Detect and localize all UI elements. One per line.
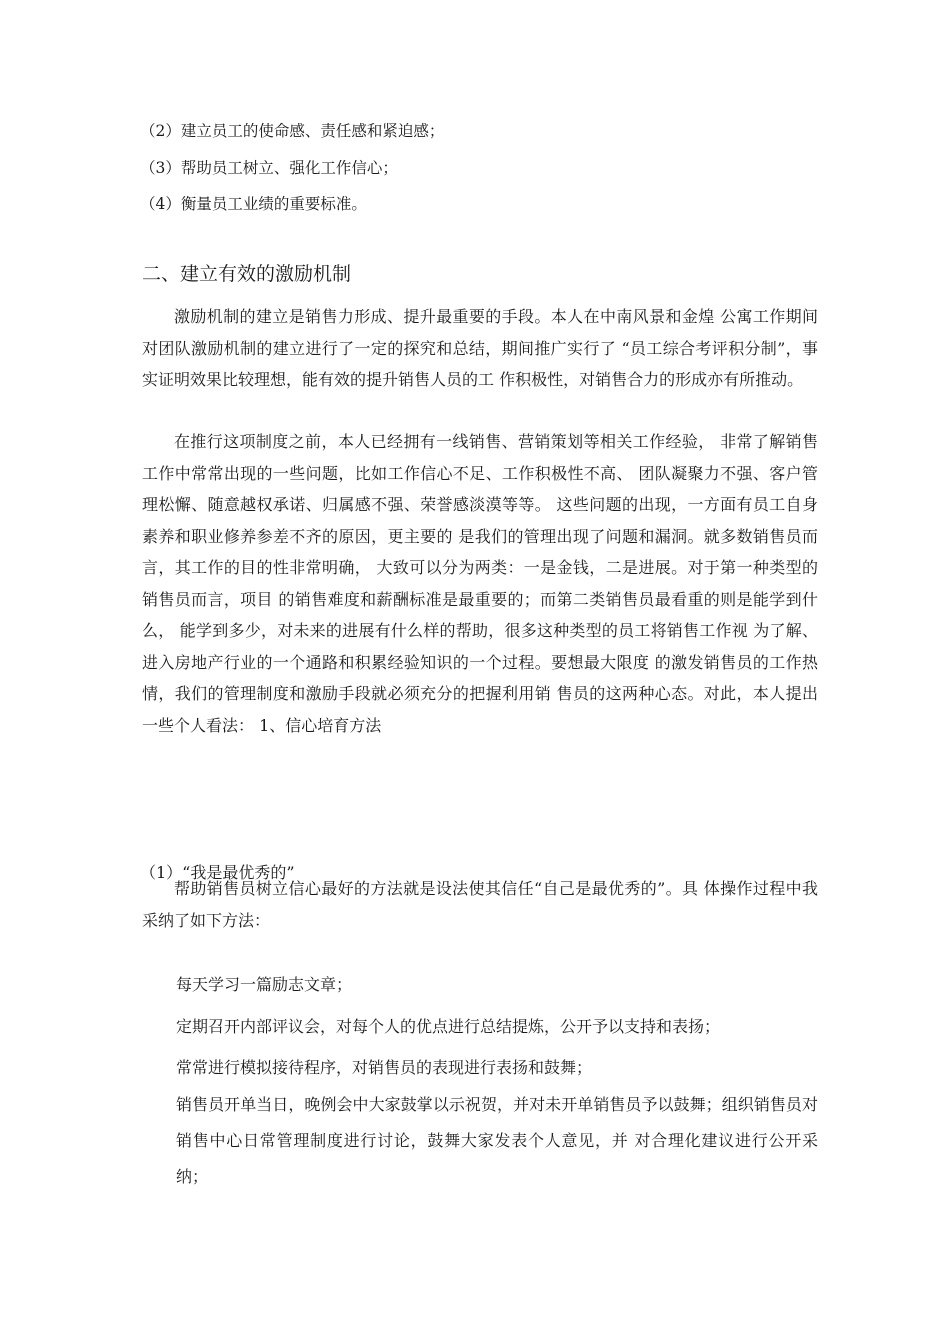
method-item-1: 每天学习一篇励志文章； (176, 975, 353, 994)
paragraph-confidence: 帮助销售员树立信心最好的方法就是设法使其信任“自己是最优秀的”。具 体操作过程中我采纳了如下方法： (142, 879, 818, 930)
method-item-3: 常常进行模拟接待程序，对销售员的表现进行表扬和鼓舞； (176, 1058, 593, 1077)
subheading-best: （1）“我是最优秀的” (140, 863, 295, 882)
paragraph-background: 在推行这项制度之前，本人已经拥有一线销售、营销策划等相关工作经验， 非常了解销售工作中常常出现的一些问题，比如工作信心不足、工作积极性不高、 团队凝聚力不强、客户管理松懈、随意越权承诺、归属感不强、荣誉感淡漠等等。 这些问题的出现，一方面有员工自身素养和职业修养参差不齐的原因，更主要的 是我们的管理出现了问题和漏洞。就多数销售员而言，其工作的目的性非常明确， 大致可以分为两类：一是金钱，二是进展。对于第一种类型的销售员而言，项目 的销售难度和薪酬标准是最重要的；而第二类销售员最看重的则是能学到什么， 能学到多少，对未来的进展有什么样的帮助，很多这种类型的员工将销售工作视 为了解、进入房地产行业的一个通路和积累经验知识的一个过程。要想最大限度 的激发销售员的工作热情，我们的管理制度和激励手段就必须充分的把握利用销 售员的这两种心态。对此，本人提出一些个人看法： 1、信心培育方法 (142, 432, 818, 735)
list-item-4: （4）衡量员工业绩的重要标准。 (140, 195, 367, 213)
section-heading: 二、建立有效的激励机制 (142, 263, 352, 285)
list-item-3: （3）帮助员工树立、强化工作信心； (140, 159, 398, 177)
method-item-2: 定期召开内部评议会，对每个人的优点进行总结提炼，公开予以支持和表扬； (176, 1017, 721, 1036)
paragraph-final: 销售员开单当日，晚例会中大家鼓掌以示祝贺，并对未开单销售员予以鼓舞；组织销售员对销售中心日常管理制度进行讨论，鼓舞大家发表个人意见，并 对合理化建议进行公开采纳； (176, 1095, 818, 1186)
paragraph-intro: 激励机制的建立是销售力形成、提升最重要的手段。本人在中南风景和金煌 公寓工作期间对团队激励机制的建立进行了一定的探究和总结，期间推广实行了 “员工综合考评积分制”，事实证明效果比较理想，能有效的提升销售人员的工 作积极性，对销售合力的形成亦有所推动。 (142, 307, 818, 389)
list-item-2: （2）建立员工的使命感、责任感和紧迫感； (140, 122, 445, 140)
